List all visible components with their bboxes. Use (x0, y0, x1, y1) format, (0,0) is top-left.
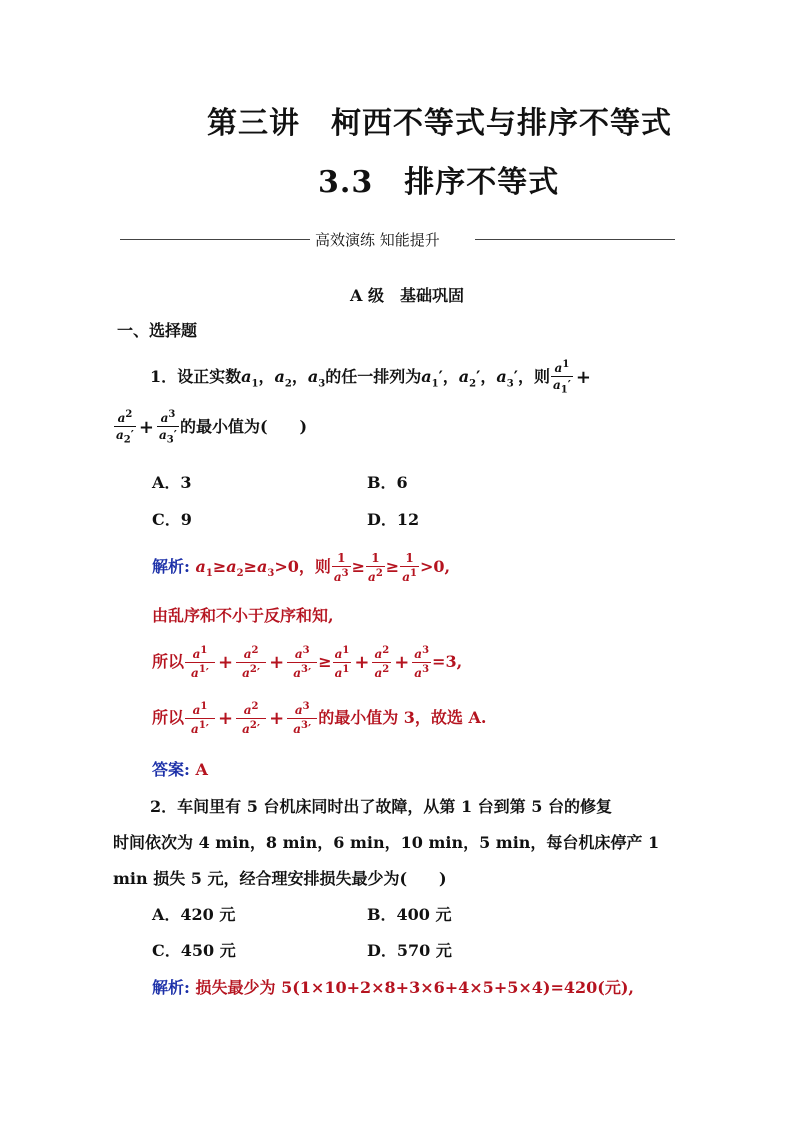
fraction: $\frac{a^1}{a_1'}$ (552, 359, 571, 396)
level-heading: A 级 基础巩固 (350, 286, 464, 305)
q1-analysis-line1: 解析: $a_1\ge a_2\ge a_3>0$，则 $\frac{1}{a^3}$ ≥ $\frac{1}{a^2}$ ≥ $\frac{1}{a^1}$ >0, (152, 551, 451, 584)
analysis-label: 解析: (152, 978, 190, 997)
q1-stem-line2: $\frac{a^2}{a_2'}$ + $\frac{a^3}{a_3'}$ 的最小值为( ) (116, 409, 308, 446)
q1-text-a: 1．设正实数 (150, 367, 242, 387)
watermark (600, 760, 607, 785)
fraction: $\frac{a^2}{a_2'}$ (116, 409, 134, 446)
q2-line1: 2．车间里有 5 台机床同时出了故障，从第 1 台到第 5 台的修复 (150, 797, 612, 816)
answer-label: 答案: (152, 760, 190, 779)
analysis-suffix: 的最小值为 3，故选 A. (318, 708, 487, 727)
section-heading: 一、选择题 (117, 321, 198, 340)
q2-option-c: C．450 元 (152, 941, 236, 960)
analysis-prefix: 所以 (152, 708, 185, 727)
q2-option-d: D．570 元 (367, 941, 452, 960)
q1-text-b: 的任一排列为 (325, 367, 422, 387)
analysis-text: 损失最少为 5(1×10+2×8+3×6+4×5+5×4)=420(元), (195, 978, 634, 997)
q1-answer (152, 757, 208, 780)
q1-option-d: D．12 (367, 510, 420, 529)
q1-stem-line1: 1．设正实数$a_1$，$a_2$，$a_3$的任一排列为$a_1'$，$a_2'$，$a_3'$，则 $\frac{a^1}{a_1'}$ + (150, 359, 591, 396)
q1-option-b: B．6 (367, 473, 408, 492)
q1-analysis-line3: 所以 $\frac{a^1}{a^1'}$ + $\frac{a^2}{a^2'}$ + $\frac{a^3}{a^3'}$ ≥ $\frac{a^1}{a^1}$ + $\frac{a^2}{a^2}$ + $\frac{a^3}{a^3}$ =3, (152, 645, 463, 680)
banner-left-rule (120, 239, 310, 240)
banner-text: 高效演练 知能提升 (315, 231, 440, 249)
banner-right-rule (475, 239, 675, 240)
page-title: 第三讲 柯西不等式与排序不等式 (207, 106, 672, 141)
q2-line3: min 损失 5 元，经合理安排损失最少为( ) (113, 869, 447, 888)
q2-analysis (152, 975, 634, 998)
q1-text-d: 的最小值为( ) (179, 417, 308, 437)
banner (120, 228, 675, 252)
fraction: $\frac{a^3}{a_3'}$ (159, 409, 177, 446)
q1-option-a: A．3 (152, 473, 192, 492)
q2-option-a: A．420 元 (152, 905, 236, 924)
analysis-label: 解析: (152, 557, 190, 576)
answer-value: A (195, 760, 208, 779)
section-title: 3.3 排序不等式 (318, 165, 560, 200)
analysis-prefix: 所以 (152, 652, 185, 671)
analysis-suffix: =3, (432, 652, 463, 671)
q2-line2: 时间依次为 4 min，8 min，6 min，10 min，5 min，每台机床停产 1 (113, 833, 660, 852)
q1-analysis-line4: 所以 $\frac{a^1}{a^1'}$ + $\frac{a^2}{a^2'}$ + $\frac{a^3}{a^3'}$ 的最小值为 3，故选 A. (152, 701, 487, 736)
q1-analysis-line2: 由乱序和不小于反序和知, (152, 606, 334, 625)
q1-option-c: C．9 (152, 510, 192, 529)
q1-text-c: ，则 (517, 367, 550, 387)
q2-option-b: B．400 元 (367, 905, 452, 924)
